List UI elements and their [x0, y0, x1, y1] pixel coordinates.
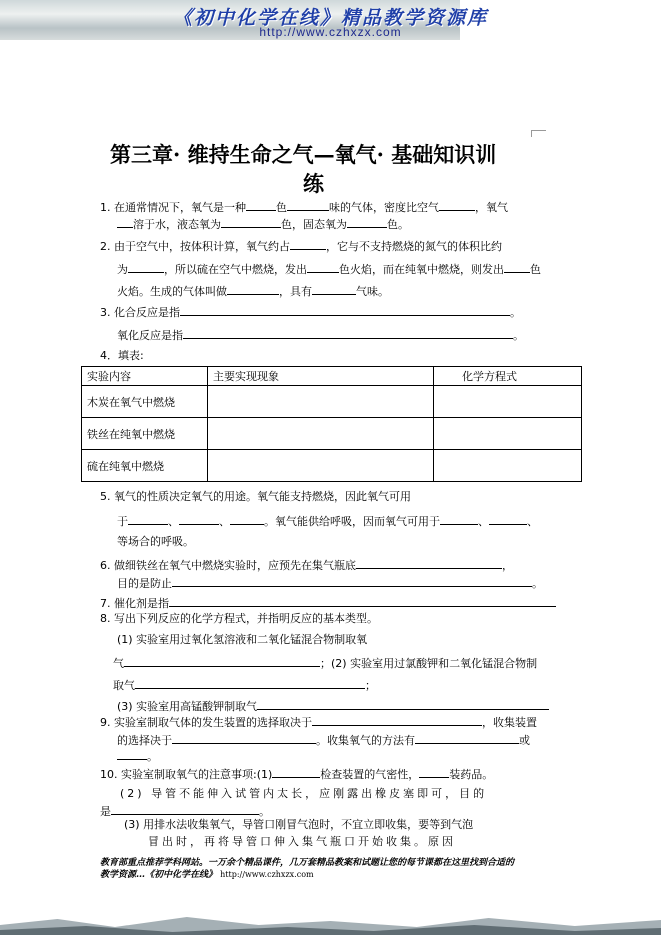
- answer-blank[interactable]: [347, 216, 387, 228]
- answer-blank[interactable]: [419, 766, 449, 778]
- question-7: 7. 催化剂是指: [100, 595, 556, 611]
- question-8-line2: (1) 实验室用过氧化氢溶液和二氧化锰混合物制取氧: [117, 633, 368, 646]
- experiment-table: [81, 366, 582, 482]
- answer-blank[interactable]: [312, 283, 356, 295]
- question-5-line3: 等场合的呼吸。: [117, 535, 194, 548]
- question-2-line2: 为 ，所以硫在空气中燃烧，发出 色火焰，而在纯氧中燃烧，则发出 色: [117, 263, 541, 276]
- answer-blank[interactable]: [172, 575, 532, 587]
- question-5-line1: 5. 氧气的性质决定氧气的用途。氧气能支持燃烧，因此氧气可用: [100, 490, 411, 503]
- answer-blank[interactable]: [169, 595, 556, 607]
- question-8-line3: 气 ；(2) 实验室用过氯酸钾和二氧化锰混合物制: [113, 657, 538, 670]
- table-row: [82, 418, 582, 450]
- table-cell: 铁丝在纯氧中燃烧: [82, 418, 208, 450]
- answer-cell[interactable]: [434, 418, 582, 450]
- table-cell: 硫在纯氧中燃烧: [82, 450, 208, 482]
- footer-line2: 教学资源…《初中化学在线》 http://www.czhxzx.com: [100, 870, 314, 880]
- answer-blank[interactable]: [230, 513, 264, 525]
- question-10-line4: (3) 用排水法收集氧气，导管口刚冒气泡时，不宜立即收集，要等到气泡: [124, 818, 474, 831]
- answer-blank[interactable]: [287, 199, 329, 211]
- answer-blank[interactable]: [312, 714, 482, 726]
- table-header-row: [82, 367, 582, 386]
- question-8-line5: (3) 实验室用高锰酸钾制取气: [117, 698, 549, 714]
- answer-blank[interactable]: [124, 655, 320, 667]
- question-1-line1: 1. 在通常情况下，氧气是一种 色 味的气体，密度比空气 ，氧气: [100, 201, 508, 214]
- answer-blank[interactable]: [356, 557, 502, 569]
- question-6-line2: 目的是防止 。: [117, 577, 543, 590]
- answer-blank[interactable]: [117, 216, 133, 228]
- answer-cell[interactable]: [434, 386, 582, 418]
- answer-cell[interactable]: [434, 450, 582, 482]
- question-9-line3: 。: [117, 748, 158, 764]
- answer-blank[interactable]: [128, 261, 164, 273]
- question-2-line3: 火焰。生成的气体叫做 ，具有 气味。: [117, 285, 389, 298]
- answer-blank[interactable]: [128, 513, 168, 525]
- answer-blank[interactable]: [180, 304, 510, 316]
- answer-cell[interactable]: [208, 418, 434, 450]
- banner-url[interactable]: http://www.czhxzx.com: [259, 25, 402, 39]
- answer-blank[interactable]: [440, 513, 478, 525]
- table-row: [82, 450, 582, 482]
- page-title-line1: 第三章· 维持生命之气—氧气· 基础知识训: [110, 142, 497, 167]
- question-8-line1: 8. 写出下列反应的化学方程式，并指明反应的基本类型。: [100, 612, 378, 625]
- answer-blank[interactable]: [246, 199, 276, 211]
- question-number: 1.: [100, 201, 111, 214]
- question-3-line2: 氧化反应是指 。: [117, 329, 524, 342]
- answer-blank[interactable]: [135, 677, 365, 689]
- answer-blank[interactable]: [272, 766, 320, 778]
- answer-blank[interactable]: [111, 803, 259, 815]
- footer-line1: 教育部重点推荐学科网站。一万余个精品课件，几万套精品教案和试题让您的每节课都在这里找到合适的: [100, 858, 515, 868]
- table-cell: 木炭在氧气中燃烧: [82, 386, 208, 418]
- answer-blank[interactable]: [307, 261, 339, 273]
- table-header-cell: 主要实现现象: [208, 367, 434, 386]
- question-8-line4: 取气 ；: [113, 679, 376, 692]
- answer-blank[interactable]: [179, 513, 219, 525]
- question-10-line5: 冒出时，再将导管口伸入集气瓶口开始收集。原因: [148, 835, 456, 848]
- question-5-line2: 于 、 、 。氧气能供给呼吸，因而氧气可用于 、 、: [117, 515, 538, 528]
- question-9-line2: 的选择决于 。收集氧气的方法有 或: [117, 734, 530, 747]
- question-4-label: 4．填表:: [100, 349, 144, 362]
- answer-blank[interactable]: [221, 216, 281, 228]
- question-10-line3: 是 。: [100, 805, 270, 818]
- answer-blank[interactable]: [117, 748, 147, 760]
- footer-url[interactable]: http://www.czhxzx.com: [220, 870, 314, 879]
- answer-blank[interactable]: [504, 261, 530, 273]
- question-9-line1: 9. 实验室制取气体的发生装置的选择取决于 ，收集装置: [100, 716, 537, 729]
- table-header-cell: 实验内容: [82, 367, 208, 386]
- question-1-line2: 溶于水，液态氧为 色，固态氧为 色。: [117, 216, 409, 232]
- answer-cell[interactable]: [208, 450, 434, 482]
- answer-blank[interactable]: [257, 698, 549, 710]
- page-corner-mark: [531, 130, 546, 137]
- question-10-line1: 10. 实验室制取氧气的注意事项:(1) 检查装置的气密性， 装药品。: [100, 768, 494, 781]
- table-row: [82, 386, 582, 418]
- answer-cell[interactable]: [208, 386, 434, 418]
- answer-blank[interactable]: [172, 732, 316, 744]
- question-10-line2: (2) 导管不能伸入试管内太长，应刚露出橡皮塞即可，目的: [120, 787, 488, 800]
- answer-blank[interactable]: [290, 238, 326, 250]
- header-banner: [0, 0, 488, 40]
- banner-title: 《初中化学在线》精品教学资源库: [172, 7, 488, 29]
- table-header-cell: 化学方程式: [434, 367, 582, 386]
- answer-blank[interactable]: [227, 283, 279, 295]
- answer-blank[interactable]: [183, 327, 513, 339]
- answer-blank[interactable]: [415, 732, 519, 744]
- answer-blank[interactable]: [489, 513, 527, 525]
- answer-blank[interactable]: [439, 199, 475, 211]
- page-title-line2: 练: [303, 171, 324, 196]
- question-3-line1: 3. 化合反应是指 。: [100, 306, 521, 319]
- question-2-line1: 2. 由于空气中，按体积计算，氧气约占 ，它与不支持燃烧的氮气的体积比约: [100, 240, 502, 253]
- question-6-line1: 6. 做细铁丝在氧气中燃烧实验时，应预先在集气瓶底 ，: [100, 559, 513, 572]
